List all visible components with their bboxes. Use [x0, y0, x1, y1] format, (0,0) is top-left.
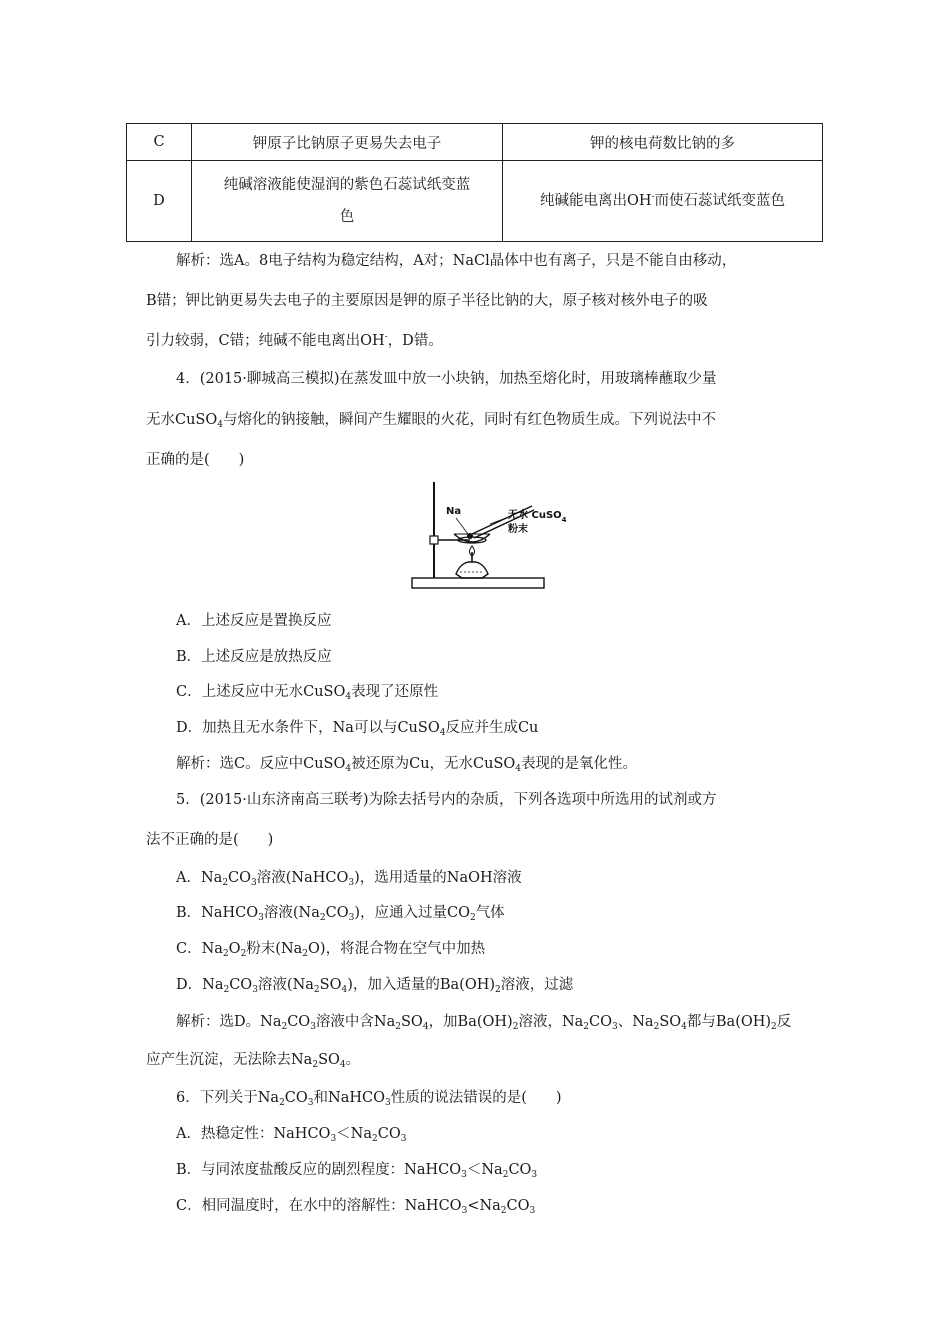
q5-analysis: 应产生沉淀，无法除去$Na_2SO_4$。 [146, 1052, 361, 1070]
q3-analysis-line: B错；钾比钠更易失去电子的主要原因是钾的原子半径比钠的大，原子核对核外电子的吸 [146, 293, 708, 309]
q6-option-b: B．与同浓度盐酸反应的剧烈程度：$NaHCO_3<Na_2CO_3$ [176, 1162, 538, 1180]
apparatus-figure [410, 478, 576, 594]
row-reason: 纯碱能电离出OH-而使石蕊试纸变蓝色 [503, 161, 823, 242]
q4-option-a: A．上述反应是置换反应 [176, 613, 332, 629]
q5-stem: 5．(2015·山东济南高三联考)为除去括号内的杂质，下列各选项中所选用的试剂或方 [176, 792, 717, 808]
q4-analysis: 解析：选C。反应中CuSO$_4$被还原为Cu，无水CuSO$_4$表现的是氧化性。 [176, 756, 638, 774]
q5-stem: 法不正确的是( ) [146, 832, 274, 848]
q5-option-d: D．$Na_2CO_3$溶液$(Na_2SO_4)$，加入适量的$Ba(OH)_2$溶液，过滤 [176, 977, 574, 995]
q5-option-b: B．NaHCO$_3$溶液$(Na_2CO_3)$，应通入过量$CO_2$气体 [176, 905, 505, 923]
na-leader [456, 518, 468, 534]
q4-stem: 正确的是( ) [146, 452, 245, 468]
q6-stem: 6．下列关于$Na_2CO_3$和NaHCO$_3$性质的说法错误的是( ) [176, 1090, 562, 1108]
q4-stem: 4．(2015·聊城高三模拟)在蒸发皿中放一小块钠，加热至熔化时，用玻璃棒蘸取少量 [176, 371, 717, 387]
alcohol-lamp [456, 562, 488, 578]
row-key: C [127, 124, 192, 161]
label-na: Na [446, 506, 462, 517]
q5-analysis: 解析：选D。$Na_2CO_3$溶液中含$Na_2SO_4$，加$Ba(OH)_2$溶液，$Na_2CO_3$、$Na_2SO_4$都与$Ba(OH)_2$反 [176, 1014, 792, 1032]
table-row [127, 161, 823, 242]
q4-option-c: C．上述反应中无水CuSO$_4$表现了还原性 [176, 684, 439, 702]
q6-option-c: C．相同温度时，在水中的溶解性：$NaHCO_3<Na_2CO_3$ [176, 1198, 536, 1216]
q4-option-d: D．加热且无水条件下，Na可以与CuSO$_4$反应并生成Cu [176, 720, 539, 738]
stand-base [412, 578, 544, 588]
label-powder: 粉末 [508, 524, 528, 535]
q3-analysis-line: 解析：选A。8电子结构为稳定结构，A对；NaCl晶体中也有离子，只是不能自由移动， [176, 253, 737, 269]
label-cuso4: 无水 CuSO$_4$ [508, 510, 567, 524]
row-statement: 钾原子比钠原子更易失去电子 [192, 124, 503, 161]
q6-option-a: A．热稳定性：$NaHCO_3<Na_2CO_3$ [176, 1126, 407, 1144]
q5-option-a: A．$Na_2CO_3$溶液(NaHCO$_3$)，选用适量的NaOH溶液 [176, 870, 522, 888]
q4-stem: 无水CuSO$_4$与熔化的钠接触，瞬间产生耀眼的火花，同时有红色物质生成。下列说法中不 [146, 412, 716, 430]
options-table [126, 123, 823, 242]
q3-analysis-line: 引力较弱，C错；纯碱不能电离出OH-，D错。 [146, 332, 443, 349]
row-reason: 钾的核电荷数比钠的多 [503, 124, 823, 161]
clamp [430, 536, 438, 544]
table-row [127, 124, 823, 161]
row-key: D [127, 161, 192, 242]
row-statement: 纯碱溶液能使湿润的紫色石蕊试纸变蓝 色 [192, 161, 503, 242]
cuso4-leader [490, 518, 506, 524]
q5-option-c: C．$Na_2O_2$粉末$(Na_2O)$，将混合物在空气中加热 [176, 941, 486, 959]
q4-option-b: B．上述反应是放热反应 [176, 649, 332, 665]
